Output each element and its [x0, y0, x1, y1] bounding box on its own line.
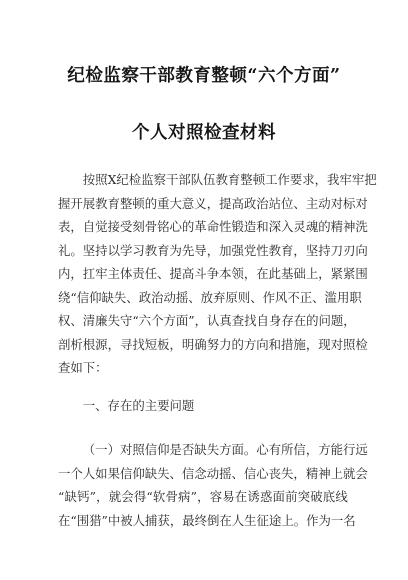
paragraph-line: 表 ， 自 觉 接 受 刻 骨 铭 心 的 革 命 性 锻 造 和 深 入 灵 魂 的 精 神 洗	[58, 219, 368, 234]
paragraph-line: 剖 析 根 源 ， 寻 找 短 板 ， 明 确 努 力 的 方 向 和 措 施 ， 现 对 照 检	[58, 336, 368, 352]
document-subtitle: 个人对照检查材料	[132, 123, 276, 143]
paragraph-line: 按 照 X 纪 检 监 察 干 部 队 伍 教 育 整 顿 工 作 要 求 ， 我 牢 牢 把	[82, 172, 377, 187]
paragraph-line: 权 、 清 廉 失 守 “ 六 个 方 面 ” ， 认 真 查 找 自 身 存 在 的 问 题 ，	[58, 313, 356, 328]
paragraph-line: “ 缺 钙 ” ， 就 会 得 “ 软 骨 病 ” ， 容 易 在 诱 惑 面 前 突 破 底 线	[58, 489, 348, 504]
paragraph-line: 绕 “ 信 仰 缺 失 、 政 治 动 摇 、 放 弃 原 则 、 作 风 不 正 、 滥 用 职	[58, 289, 362, 305]
paragraph-line: 一 个 人 如 果 信 仰 缺 失 、 信 念 动 摇 、 信 心 丧 失 ， 精 神 上 就 会	[58, 465, 368, 481]
document-title: 纪检监察干部教育整顿“六个方面”	[67, 66, 341, 86]
paragraph-line: 在 “ 围 猎 ” 中 被 人 捕 获 ， 最 终 倒 在 人 生 征 途 上 。 作 为 一 名	[58, 512, 356, 528]
section-heading-text: 一、存在的主要问题	[58, 398, 195, 413]
paragraph-line: 内 ， 扛 牢 主 体 责 任 、 提 高 斗 争 本 领 ， 在 此 基 础 上 ， 紧 紧 围	[58, 266, 368, 281]
paragraph-line: 礼 。 坚 持 以 学 习 教 育 为 先 导 ， 加 强 党 性 教 育 ， 坚 持 刀 刃 向	[58, 242, 368, 258]
paragraph-line: 握 开 展 教 育 整 顿 的 重 大 意 义 ， 提 高 政 治 站 位 、 主 动 对 标 对	[58, 195, 368, 211]
paragraph-line: 查如下：	[58, 360, 108, 375]
paragraph-line: （ 一 ） 对 照 信 仰 是 否 缺 失 方 面 。 心 有 所 信 ， 方 能 行 远	[82, 442, 368, 457]
